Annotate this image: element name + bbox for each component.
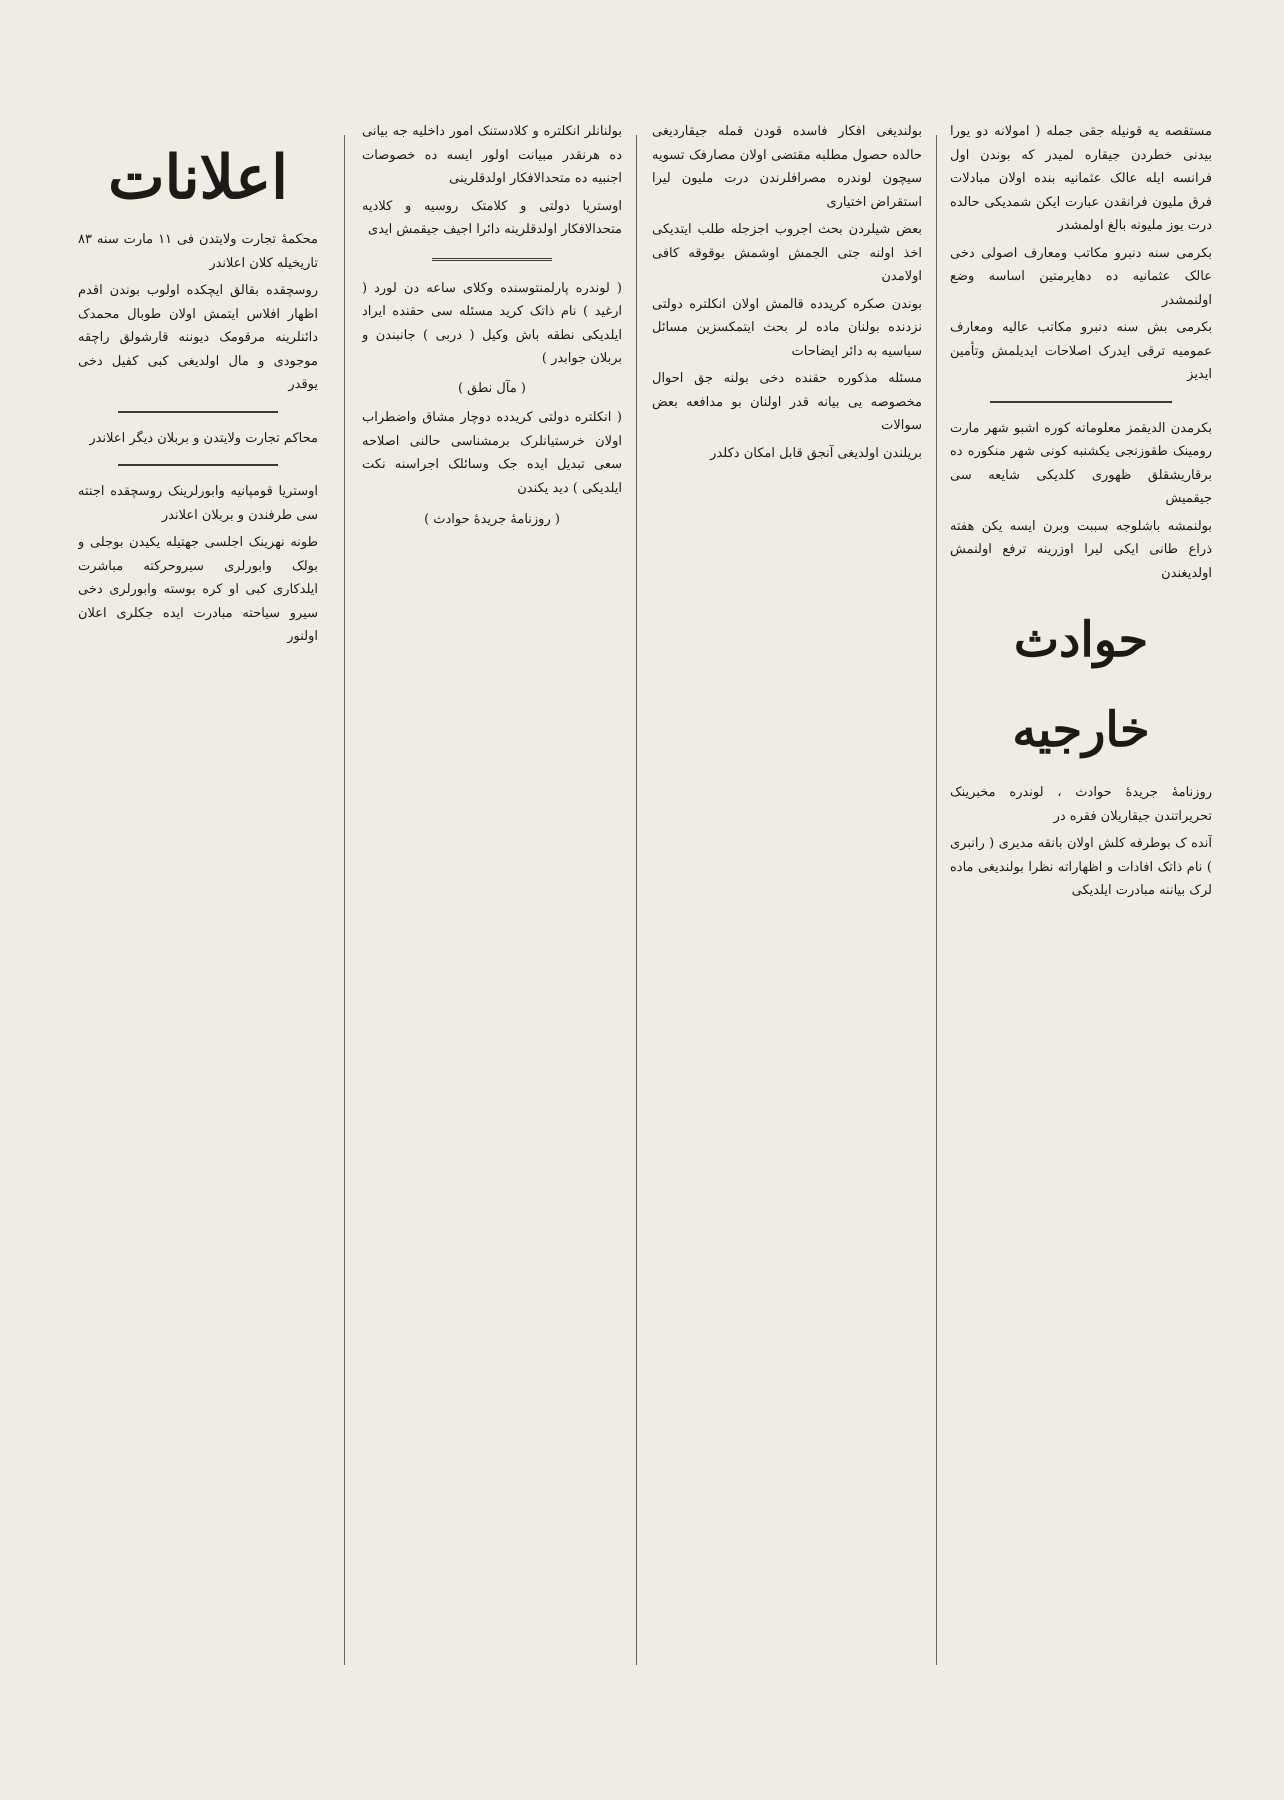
- article-paragraph: بولندیغی افکار فاسده قودن قمله جیقاردیغی حالده حصول مطلبه مقتضی اولان مصارفک تسویه سیچون لوندره مصرافلرندن درت ملیون لیرا استقراض اختیاری: [652, 124, 922, 210]
- article-paragraph: بولنانلر انکلتره و کلادستنک امور داخلیه جه بیانی ده هرنقدر مبیانت اولور ایسه ده خصوصات اجنبیه ده متحدالافکار اولدقلرینی: [362, 124, 622, 186]
- section-divider: [118, 464, 278, 466]
- section-divider: [990, 401, 1172, 403]
- column-rule: [344, 135, 345, 1665]
- article-paragraph: اوستریا قومپانیه وابورلرینک روسچقده اجنته سی طرفندن و بربلان اعلاندر: [78, 484, 318, 523]
- column-news-3: [652, 120, 922, 1670]
- column-rule: [936, 135, 937, 1665]
- column-rule: [636, 135, 637, 1665]
- article-paragraph: مستقصه یه قونیله جقی جمله ( امولانه دو یورا بیدنی خطردن جیقاره لمیدر که بوندن اول فرانسه ایله عالک عثمانیه بنده اولان مبادلات فرق ملیون فرانقدن عبارت ایکن شمدیکی حالده درت یوز ملیونه بالغ اولمشدر: [950, 124, 1212, 233]
- column-news-2: [362, 120, 622, 1670]
- column-news-4: [950, 120, 1212, 1670]
- article-paragraph: طونه نهرینک اجلسی جهتیله یکیدن بوجلی و بولک وابورلری سیروحرکته مباشرت ایلدکاری کبی او کره بوسته وابورلری دخی سیرو سیاحته مبادرت ایده جکلری اعلان اولنور: [78, 535, 318, 644]
- column-announcements: [78, 118, 318, 1670]
- article-paragraph: بولنمشه باشلوجه سببت وبرن ایسه یکن هفته ذراع طانی ایکی لیرا اوزرینه ترفع اولنمش اولدیغندن: [950, 518, 1212, 581]
- article-paragraph: بعض شیلردن بحث اجروب اجزجله طلب ایتدیکی اخذ اولنه جتی الجمش اوشمش بوقوقه کافی اولامدن: [652, 222, 922, 284]
- article-paragraph: ( لوندره پارلمنتوسنده وکلای ساعه دن لورد ( ارغید ) نام ذاتک کرید مسئله سی حقنده ایراد ایلدیکی نطقه باش وکیل ( دربی ) جانبندن و بربلان جوابدر ): [362, 280, 622, 366]
- announcements-heading: اعلانات: [108, 143, 288, 213]
- source-signature: ( روزنامهٔ جریدهٔ حوادث ): [424, 512, 560, 527]
- section-divider: [118, 411, 278, 413]
- article-paragraph: آنده ک بوطرفه کلش اولان بانقه مدیری ( رانبری ) نام ذاتک افادات و اظهاراته نظرا بولندیغی ماده لرک بیاننه مبادرت ایلدیکی: [950, 836, 1212, 898]
- article-paragraph: مسئله مذکوره حقنده دخی بولنه جق احوال مخصوصه یی بیانه قدر اولنان بو مدافعه بعض سوالات: [652, 371, 922, 433]
- article-paragraph: روزنامهٔ جریدهٔ حوادث ، لوندره مخبرینک تحریراتندن جیقاریلان فقره در: [950, 785, 1212, 824]
- article-paragraph: بکرمی سنه دنبرو مکاتب ومعارف اصولی دخی عالک عثمانیه ده دهایرمتین اساسه وضع اولنمشدر: [950, 245, 1212, 308]
- foreign-news-heading: حوادث خارجیه: [1012, 612, 1150, 758]
- article-paragraph: روسچقده بقالق ایچکده اولوب بوندن اقدم اظهار افلاس ایتمش اولان طوبال محمدک دائنلرینه مرقومک دیوننه قارشولق راچقه موجودی و مال اولدیغی کبی کفیل دخی یوقدر: [78, 283, 318, 392]
- article-paragraph: محاکم تجارت ولایتدن و بربلان دیگر اعلاندر: [89, 430, 318, 446]
- article-paragraph: محکمهٔ تجارت ولایتدن فی ۱۱ مارت سنه ۸۳ تاریخیله کلان اعلاندر: [78, 232, 318, 271]
- article-paragraph: اوستریا دولتی و کلامتک روسیه و کلادیه متحدالافکار اولدقلرینه دائرا اجیف جیقمش ایدی: [362, 198, 622, 237]
- article-paragraph: بوندن صکره کریدده قالمش اولان انکلتره دولتی نزدنده بولنان ماده لر بحث ایتمکسزین مسائل سیاسیه به دائر ایضاحات: [652, 296, 922, 359]
- section-divider: [432, 258, 552, 261]
- article-paragraph: بریلندن اولدیغی آنجق قابل امکان دکلدر: [710, 445, 922, 461]
- article-paragraph: بکرمدن الدیقمز معلوماته کوره اشبو شهر مارت رومینک طقوزنجی یکشنبه کونی شهر منکوره ده برقاریشقلق ظهوری کلدیکی شایعه سی جیقمیش: [950, 420, 1212, 506]
- article-paragraph: ( انکلتره دولتی کریدده دوچار مشاق واضطراب اولان خرستیانلرک برمشناسی حالنی اصلاحه سعی تبدیل ایده جک وسائلک اجراسنه نکت ایلدیکی ) دید یکندن: [362, 410, 622, 496]
- speech-subheading: ( مآل نطق ): [457, 380, 527, 396]
- article-paragraph: بکرمی بش سنه دنبرو مکاتب عالیه ومعارف عمومیه ترقی ایدرک اصلاحات ایدیلمش وتأمین ایدیز: [950, 320, 1212, 382]
